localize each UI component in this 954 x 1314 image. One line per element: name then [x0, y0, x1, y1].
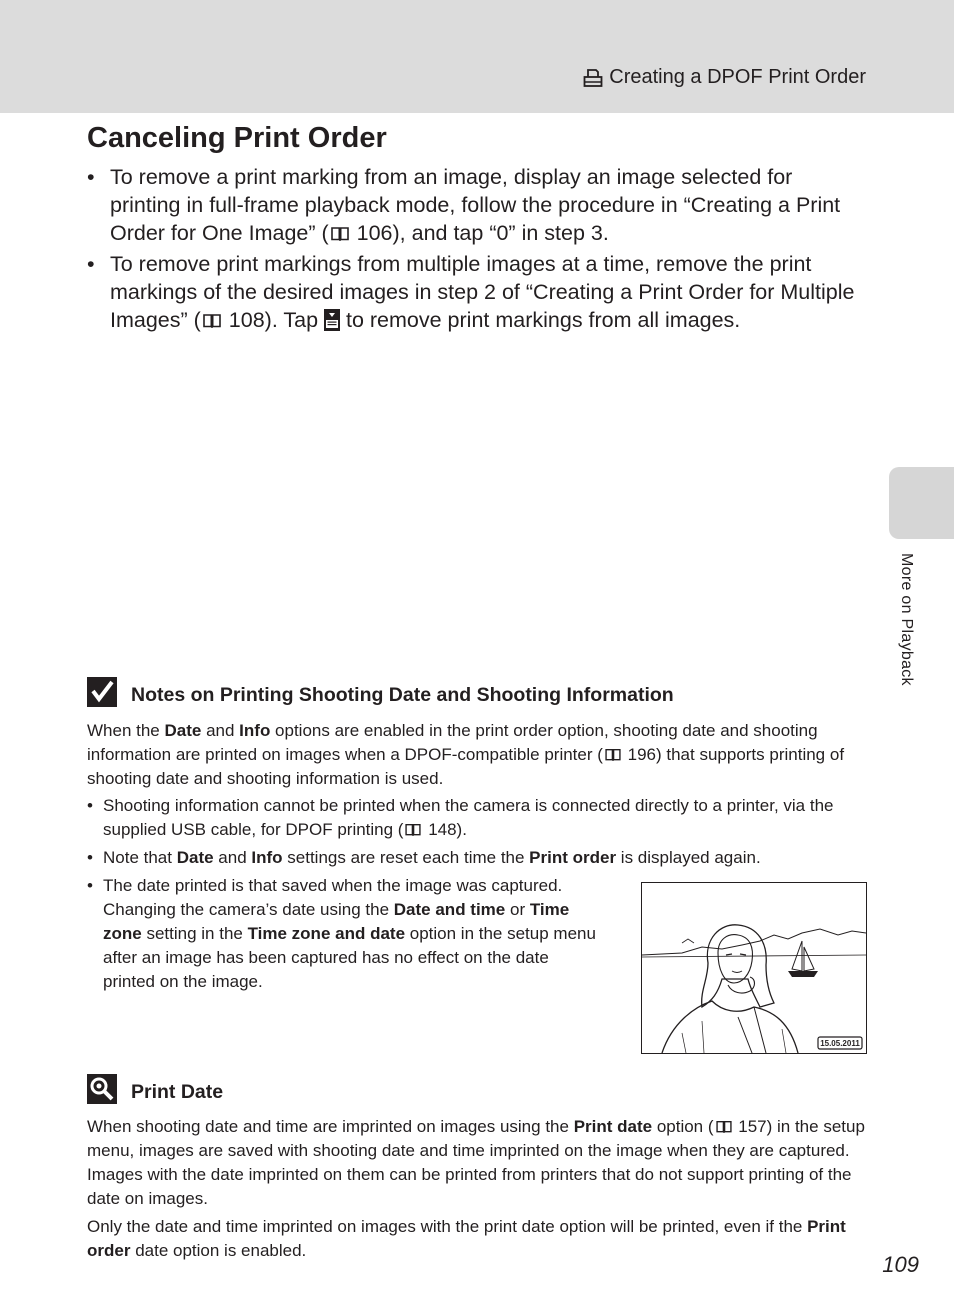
bullet-text: 106), and tap “0” in step 3.: [350, 221, 609, 245]
list-item: [87, 163, 867, 247]
portrait-illustration: [642, 883, 866, 1053]
main-bullet-list: [87, 163, 867, 337]
print-date-paragraph: When shooting date and time are imprinted on images using the Print date option ( 157) in the setup menu, images are saved with shooting date and time imprinted on the image when they are captured. Images with the date imprinted on them can be printed from printers that do not support printing of the date on images.: [87, 1117, 865, 1208]
bullet-text: To remove print markings from multiple images at a time, remove the print markings of the desired images in step 2 of “Creating a Print Order for Multiple Images” (: [110, 252, 855, 332]
book-icon: [203, 313, 221, 328]
list-item: [87, 250, 867, 334]
notes-intro: When the Date and Info options are enabled in the print order option, shooting date and shooting information are printed on images when a DPOF-compatible printer ( 196) that supports printing of shooting date and shooting information is used.: [87, 721, 845, 788]
chapter-label: More on Playback: [898, 553, 915, 686]
caution-check-icon: [87, 677, 117, 707]
book-icon: [405, 823, 421, 836]
sample-photo: [641, 882, 867, 1054]
reset-icon: [324, 309, 340, 331]
list-item: • Note that Date and Info settings are reset each time the Print order is displayed again.: [87, 846, 867, 870]
bullet-text: to remove print markings from all images.: [340, 308, 741, 332]
list-item: • Shooting information cannot be printed when the camera is connected directly to a printer, via the supplied USB cable, for DPOF printing ( 148).: [87, 794, 867, 842]
running-head: [583, 66, 866, 89]
header-band: [0, 0, 954, 113]
bullet-text: To remove a print marking from an image, display an image selected for printing in full-frame playback mode, follow the procedure in “Creating a Print Order for One Image” (: [110, 165, 841, 245]
printer-icon: [583, 68, 603, 88]
section-title: Creating a DPOF Print Order: [609, 66, 866, 88]
book-icon: [605, 748, 621, 761]
tip-magnifier-icon: [87, 1074, 117, 1104]
print-date-heading: [87, 1073, 223, 1104]
list-item: • The date printed is that saved when the image was captured. Changing the camera’s date using the Date and time or Time zone setting in the Time zone and date option in the setup menu after an image has been captured has no effect on the date printed on the image.: [87, 874, 597, 994]
book-icon: [716, 1120, 732, 1133]
chapter-tab: [889, 467, 954, 539]
bullet-text: 108). Tap: [222, 308, 325, 332]
page-title: Canceling Print Order: [87, 122, 387, 154]
notes-title: Notes on Printing Shooting Date and Shooting Information: [131, 683, 674, 706]
print-date-title: Print Date: [131, 1081, 224, 1103]
page-number: 109: [882, 1252, 919, 1277]
print-date-note: Only the date and time imprinted on images with the print date option will be printed, even if the Print order date option is enabled.: [87, 1217, 846, 1260]
book-icon: [331, 226, 349, 241]
notes-heading: [87, 677, 674, 707]
date-imprint: 15.05.2011: [820, 1039, 860, 1048]
